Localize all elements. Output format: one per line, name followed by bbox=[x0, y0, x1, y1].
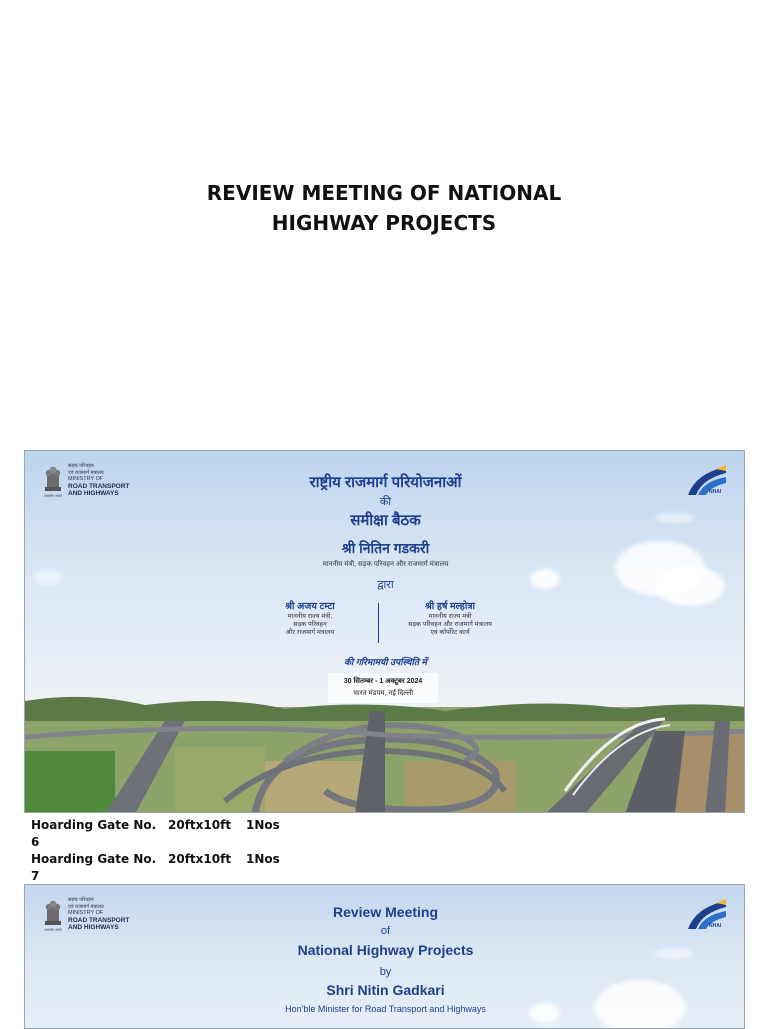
event-venue: भारत मंडपम, नई दिल्ली bbox=[352, 690, 414, 697]
caption-size: 20ftx10ft bbox=[168, 818, 232, 832]
caption-size: 20ftx10ft bbox=[168, 852, 232, 866]
ministry-hindi-line-2: एवं राजमार्ग मंत्रालय bbox=[68, 903, 104, 910]
ministry-hindi-line-1: सड़क परिवहन bbox=[68, 463, 94, 469]
hoarding-caption bbox=[31, 817, 306, 885]
dignitary-divider bbox=[378, 603, 379, 643]
english-of: of bbox=[380, 925, 391, 937]
caption-label: Hoarding Gate No. 6 bbox=[31, 818, 157, 849]
english-chief-name: Shri Nitin Gadkari bbox=[326, 982, 445, 998]
page-title-line-1: REVIEW MEETING OF NATIONAL bbox=[206, 181, 562, 205]
english-chief-role: Hon'ble Minister for Road Transport and Highways bbox=[285, 1004, 486, 1014]
emblem-motto: सत्यमेव जयते bbox=[44, 494, 62, 498]
hindi-review-meeting: समीक्षा बैठक bbox=[350, 512, 421, 529]
right-dignitary-name: श्री हर्ष मल्होत्रा bbox=[425, 601, 475, 612]
caption-row bbox=[31, 851, 306, 885]
ministry-english-line-2: ROAD TRANSPORT bbox=[68, 482, 130, 490]
hindi-hoarding-banner bbox=[24, 450, 745, 813]
right-dignitary-role-2: सड़क परिवहन और राजमार्ग मंत्रालय bbox=[408, 621, 492, 628]
right-dignitary-role-1: माननीय राज्य मंत्री bbox=[428, 613, 472, 620]
hindi-chief-role: माननीय मंत्री, सड़क परिवहन और राजमार्ग मंत्रालय bbox=[322, 561, 449, 568]
ministry-english-line-3: AND HIGHWAYS bbox=[68, 923, 119, 931]
hindi-chief-name: श्री नितिन गडकरी bbox=[341, 540, 430, 556]
caption-label: Hoarding Gate No. 7 bbox=[31, 852, 157, 883]
ministry-english-line-3: AND HIGHWAYS bbox=[68, 489, 119, 497]
english-heading: Review Meeting bbox=[332, 904, 439, 920]
emblem-motto: सत्यमेव जयते bbox=[44, 928, 62, 932]
ministry-hindi-line-2: एवं राजमार्ग मंत्रालय bbox=[68, 469, 104, 476]
ministry-english-line-1: MINISTRY OF bbox=[68, 910, 104, 916]
right-dignitary bbox=[390, 601, 510, 637]
caption-qty: 1Nos bbox=[246, 852, 280, 866]
left-dignitary-role-2: सड़क परिवहन bbox=[293, 621, 327, 628]
caption-row bbox=[31, 817, 306, 851]
event-date: 30 सितम्बर - 1 अक्टूबर 2024 bbox=[343, 678, 423, 685]
english-by: by bbox=[379, 966, 392, 978]
caption-qty: 1Nos bbox=[246, 818, 280, 832]
ministry-hindi-line-1: सड़क परिवहन bbox=[68, 897, 94, 903]
highway-interchange-photo bbox=[25, 691, 745, 813]
right-dignitary-role-3: एवं कॉर्पोरेट कार्य bbox=[430, 629, 470, 636]
english-subject: National Highway Projects bbox=[297, 942, 474, 958]
left-dignitary-role-3: और राजमार्ग मंत्रालय bbox=[285, 629, 335, 636]
nhai-logo-text: NHAI bbox=[709, 489, 722, 495]
left-dignitary-name: श्री अजय टम्टा bbox=[285, 601, 335, 612]
hindi-dwara: द्वारा bbox=[377, 579, 394, 591]
english-hoarding-banner bbox=[24, 884, 745, 1029]
left-dignitary bbox=[255, 601, 365, 637]
hindi-presence: की गरिमामयी उपस्थिति में bbox=[344, 657, 427, 667]
page-title-line-2: HIGHWAY PROJECTS bbox=[271, 211, 497, 235]
ministry-english-line-2: ROAD TRANSPORT bbox=[68, 916, 130, 924]
nhai-logo-text: NHAI bbox=[709, 923, 722, 929]
hindi-ki: की bbox=[379, 496, 392, 508]
hindi-heading: राष्ट्रीय राजमार्ग परियोजनाओं bbox=[309, 474, 462, 491]
ministry-english-line-1: MINISTRY OF bbox=[68, 476, 104, 482]
page-title bbox=[0, 178, 768, 238]
left-dignitary-role-1: माननीय राज्य मंत्री, bbox=[287, 613, 333, 620]
